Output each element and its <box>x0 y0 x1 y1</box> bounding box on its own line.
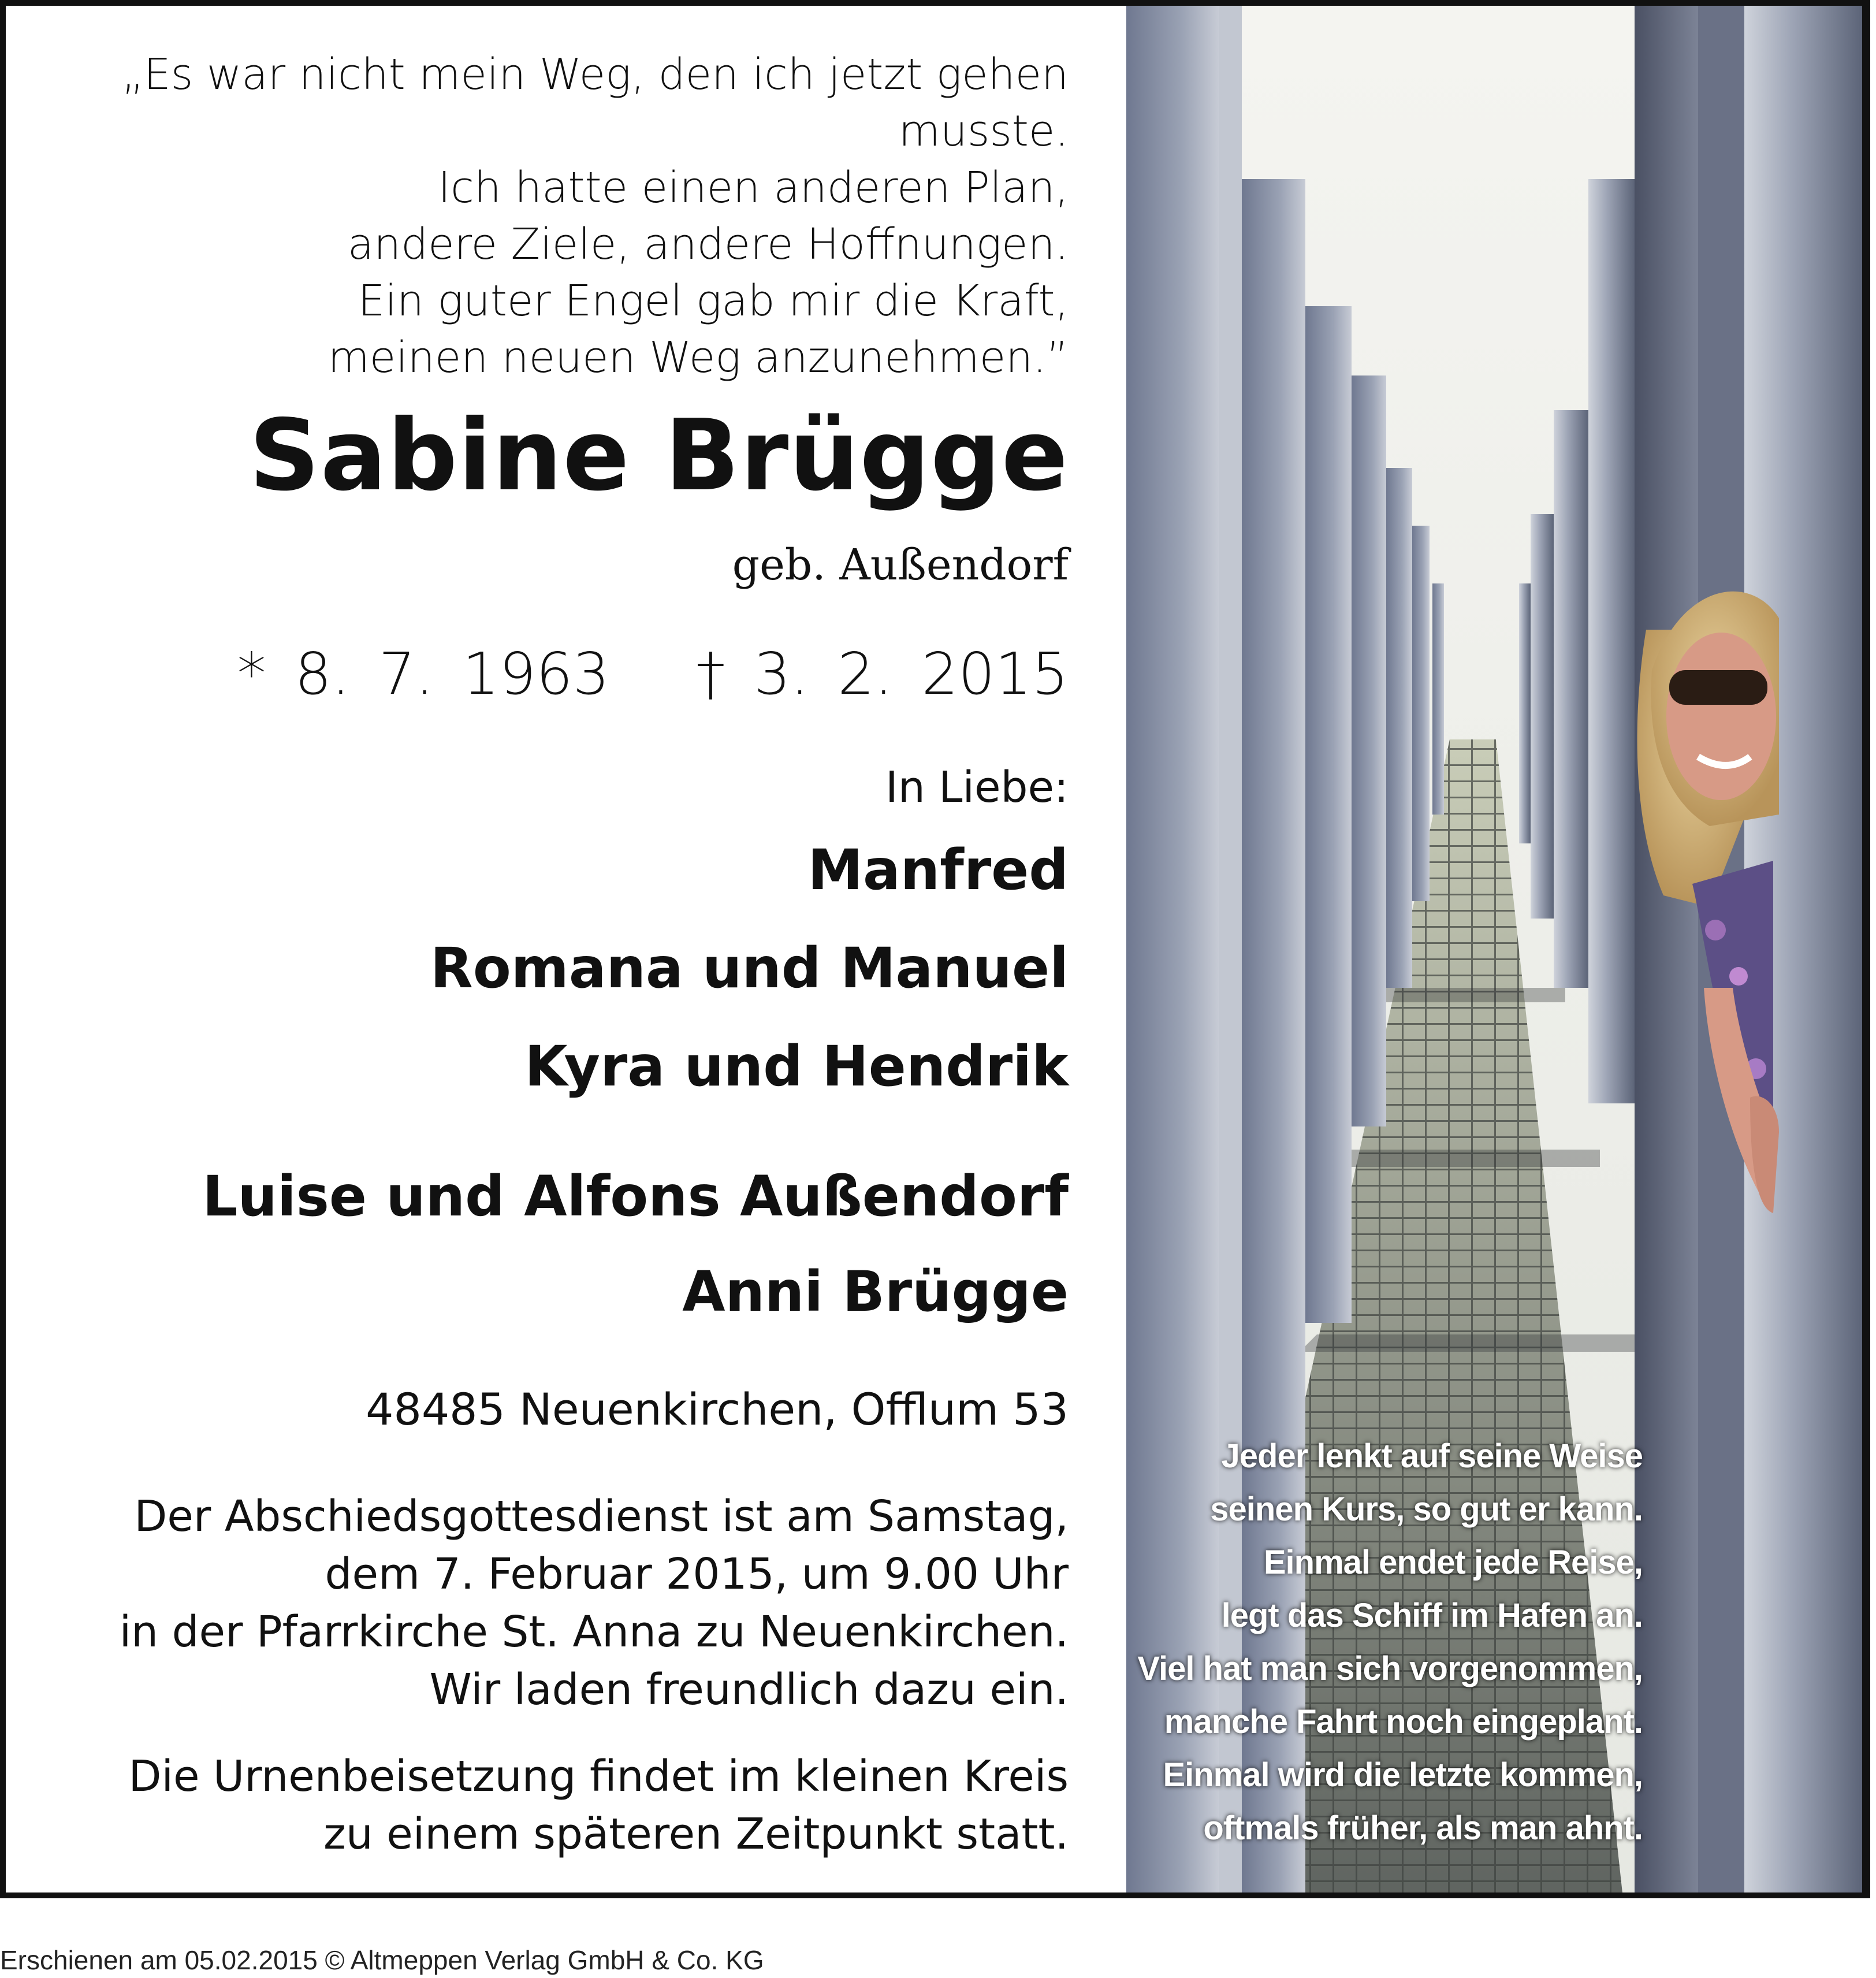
quote-line: „Es war nicht mein Weg, den ich jetzt gehen musste. <box>121 50 1069 156</box>
quote-line: andere Ziele, andere Hoffnungen. <box>347 220 1069 269</box>
opening-quote <box>6 46 1144 386</box>
urn-line: Die Urnenbeisetzung findet im kleinen Kreis <box>128 1752 1069 1801</box>
service-line: dem 7. Februar 2015, um 9.00 Uhr <box>325 1549 1069 1599</box>
quote-line: meinen neuen Weg anzunehmen.” <box>327 333 1069 382</box>
poem-line: legt das Schiff im Hafen an. <box>1221 1597 1643 1634</box>
service-line: Der Abschiedsgottesdienst ist am Samstag, <box>134 1492 1069 1541</box>
service-line: Wir laden freundlich dazu ein. <box>429 1665 1069 1715</box>
urn-line: zu einem späteren Zeitpunkt statt. <box>323 1809 1069 1859</box>
address: 48485 Neuenkirchen, Offlum 53 <box>366 1384 1069 1435</box>
poem-line: manche Fahrt noch eingeplant. <box>1164 1703 1643 1741</box>
poem-line: Viel hat man sich vorgenommen, <box>1137 1650 1643 1687</box>
service-line: in der Pfarrkirche St. Anna zu Neuenkirchen. <box>119 1607 1069 1657</box>
poem-line: Einmal wird die letzte kommen, <box>1163 1756 1643 1794</box>
text-column <box>6 6 1144 1893</box>
publication-footer: Erschienen am 05.02.2015 © Altmeppen Verlag GmbH & Co. KG <box>0 1945 764 1975</box>
birth-name: geb. Außendorf <box>732 540 1069 590</box>
life-dates <box>6 640 1144 708</box>
birth-date: * 8. 7. 1963 <box>237 640 610 708</box>
poem-line: Einmal endet jede Reise, <box>1263 1544 1643 1581</box>
poem-line: Jeder lenkt auf seine Weise <box>1221 1437 1643 1475</box>
poem-line: oftmals früher, als man ahnt. <box>1203 1809 1643 1847</box>
poem-line: seinen Kurs, so gut er kann. <box>1210 1490 1643 1528</box>
family-member: Anni Brügge <box>682 1259 1069 1324</box>
family-member: Kyra und Hendrik <box>524 1034 1069 1099</box>
death-date: † 3. 2. 2015 <box>696 640 1069 708</box>
poem <box>1137 1430 1643 1855</box>
service-info <box>6 1488 1144 1719</box>
family-member: Luise und Alfons Außendorf <box>202 1164 1069 1229</box>
family-member: Manfred <box>807 838 1069 902</box>
in-love-label: In Liebe: <box>885 763 1069 812</box>
family-member: Romana und Manuel <box>430 936 1069 1001</box>
photo-column <box>1126 6 1862 1893</box>
quote-line: Ich hatte einen anderen Plan, <box>438 163 1069 213</box>
urn-burial-info <box>6 1748 1144 1863</box>
quote-line: Ein guter Engel gab mir die Kraft, <box>358 276 1069 326</box>
deceased-name: Sabine Brügge <box>249 399 1069 513</box>
